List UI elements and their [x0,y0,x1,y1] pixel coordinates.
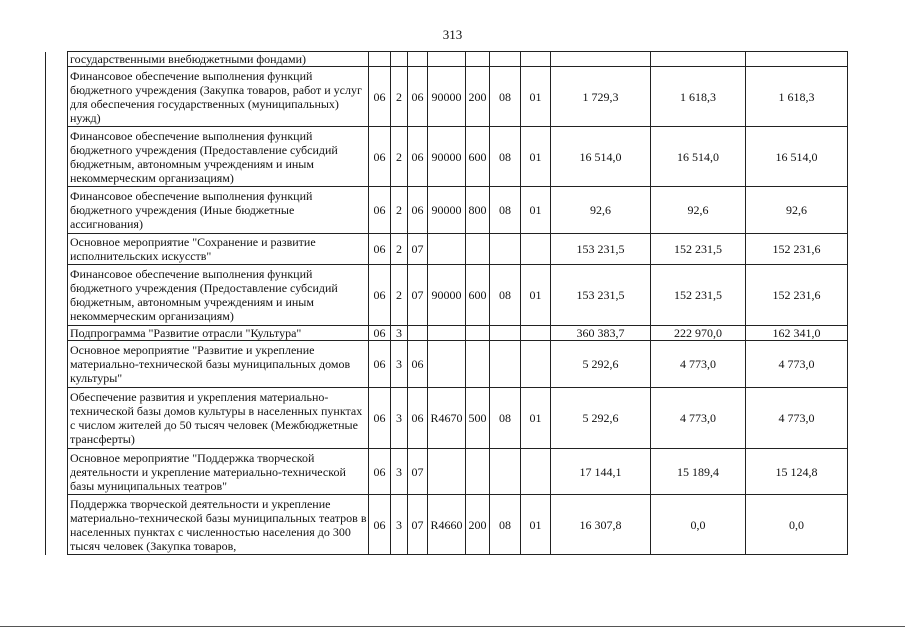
code-napravlenie: 90000 [428,187,466,234]
row-description: Обеспечение развития и укрепления материально-технической базы домов культуры в населенных пунктах с числом жителей до 50 тысяч человек (Межбюджетные трансферты) [68,388,369,449]
code-podrazdel-2 [521,449,551,495]
code-razdel: 06 [369,449,391,495]
amount-year-1: 5 292,6 [551,341,651,388]
code-razdel: 06 [369,187,391,234]
row-marker-cell [46,127,68,187]
code-podrazdel-2 [521,326,551,341]
amount-year-2: 1 618,3 [651,67,746,127]
code-programma: 06 [408,67,428,127]
code-razdel-2 [490,449,521,495]
code-vid-rashodov: 600 [466,265,490,326]
table-row [46,388,848,449]
code-napravlenie [428,52,466,67]
row-marker-cell [46,495,68,555]
amount-year-1 [551,52,651,67]
code-podrazdel: 3 [391,388,408,449]
code-vid-rashodov: 800 [466,187,490,234]
code-vid-rashodov: 600 [466,127,490,187]
code-podrazdel-2 [521,341,551,388]
page-number: 313 [442,27,463,42]
amount-year-1: 17 144,1 [551,449,651,495]
code-razdel-2 [490,234,521,265]
amount-year-3: 152 231,6 [746,265,848,326]
table-row [46,234,848,265]
code-podrazdel-2: 01 [521,388,551,449]
code-podrazdel: 3 [391,495,408,555]
code-programma: 06 [408,388,428,449]
row-description: Подпрограмма "Развитие отрасли "Культура" [68,326,369,341]
code-razdel: 06 [369,341,391,388]
amount-year-2: 152 231,5 [651,265,746,326]
table-row [46,265,848,326]
amount-year-3: 92,6 [746,187,848,234]
table-row [46,326,848,341]
code-napravlenie [428,341,466,388]
code-programma: 06 [408,187,428,234]
code-programma: 06 [408,341,428,388]
row-description: Финансовое обеспечение выполнения функций бюджетного учреждения (Закупка товаров, работ и услуг для обеспечения государственных (муниципальных) нужд) [68,67,369,127]
amount-year-2: 16 514,0 [651,127,746,187]
code-podrazdel: 3 [391,449,408,495]
amount-year-2 [651,52,746,67]
code-razdel: 06 [369,388,391,449]
code-napravlenie [428,234,466,265]
row-description: Основное мероприятие "Развитие и укрепление материально-технической базы муниципальных домов культуры" [68,341,369,388]
page-edge-line [0,626,905,627]
code-podrazdel: 3 [391,326,408,341]
code-razdel-2: 08 [490,67,521,127]
code-vid-rashodov [466,234,490,265]
code-podrazdel-2 [521,234,551,265]
amount-year-2: 152 231,5 [651,234,746,265]
code-napravlenie: 90000 [428,67,466,127]
amount-year-2: 0,0 [651,495,746,555]
row-marker-cell [46,52,68,67]
amount-year-1: 16 514,0 [551,127,651,187]
amount-year-2: 92,6 [651,187,746,234]
code-razdel-2: 08 [490,127,521,187]
code-programma: 07 [408,234,428,265]
code-napravlenie: 90000 [428,127,466,187]
table-row [46,187,848,234]
code-vid-rashodov [466,52,490,67]
code-napravlenie: 90000 [428,265,466,326]
code-razdel: 06 [369,265,391,326]
code-podrazdel: 2 [391,127,408,187]
code-vid-rashodov: 200 [466,67,490,127]
code-podrazdel: 2 [391,67,408,127]
code-vid-rashodov [466,326,490,341]
code-napravlenie [428,449,466,495]
code-razdel: 06 [369,326,391,341]
code-razdel: 06 [369,127,391,187]
amount-year-2: 222 970,0 [651,326,746,341]
row-description: Основное мероприятие "Поддержка творческой деятельности и укрепление материально-технической базы муниципальных театров" [68,449,369,495]
amount-year-1: 92,6 [551,187,651,234]
amount-year-1: 360 383,7 [551,326,651,341]
row-description: государственными внебюджетными фондами) [68,52,369,67]
code-razdel-2 [490,52,521,67]
code-podrazdel-2: 01 [521,127,551,187]
row-description: Финансовое обеспечение выполнения функций бюджетного учреждения (Иные бюджетные ассигнования) [68,187,369,234]
amount-year-3: 16 514,0 [746,127,848,187]
row-marker-cell [46,388,68,449]
amount-year-3: 162 341,0 [746,326,848,341]
amount-year-1: 5 292,6 [551,388,651,449]
amount-year-3: 4 773,0 [746,341,848,388]
table-row [46,127,848,187]
amount-year-2: 4 773,0 [651,341,746,388]
code-podrazdel: 2 [391,234,408,265]
code-razdel: 06 [369,67,391,127]
code-programma: 07 [408,495,428,555]
row-marker-cell [46,67,68,127]
code-razdel: 06 [369,495,391,555]
amount-year-1: 153 231,5 [551,234,651,265]
table-body [46,52,848,555]
code-podrazdel-2: 01 [521,67,551,127]
code-podrazdel [391,52,408,67]
table-row [46,341,848,388]
code-podrazdel: 2 [391,187,408,234]
code-razdel: 06 [369,234,391,265]
amount-year-1: 153 231,5 [551,265,651,326]
amount-year-3 [746,52,848,67]
amount-year-3: 1 618,3 [746,67,848,127]
code-razdel-2: 08 [490,495,521,555]
table-row [46,449,848,495]
amount-year-3: 152 231,6 [746,234,848,265]
table-row [46,52,848,67]
table-row [46,67,848,127]
code-napravlenie: R4660 [428,495,466,555]
code-vid-rashodov [466,341,490,388]
code-napravlenie [428,326,466,341]
row-marker-cell [46,326,68,341]
code-programma: 07 [408,265,428,326]
code-razdel-2: 08 [490,187,521,234]
amount-year-1: 16 307,8 [551,495,651,555]
row-marker-cell [46,265,68,326]
table-row [46,495,848,555]
row-description: Финансовое обеспечение выполнения функций бюджетного учреждения (Предоставление субсидий бюджетным, автономным учреждениям и иным некоммерческим организациям) [68,265,369,326]
code-podrazdel: 3 [391,341,408,388]
code-razdel-2: 08 [490,265,521,326]
code-programma: 06 [408,127,428,187]
row-description: Финансовое обеспечение выполнения функций бюджетного учреждения (Предоставление субсидий бюджетным, автономным учреждениям и иным некоммерческим организациям) [68,127,369,187]
row-marker-cell [46,234,68,265]
amount-year-2: 15 189,4 [651,449,746,495]
code-razdel-2 [490,341,521,388]
row-marker-cell [46,187,68,234]
code-programma [408,326,428,341]
code-podrazdel-2 [521,52,551,67]
code-vid-rashodov: 200 [466,495,490,555]
code-vid-rashodov [466,449,490,495]
row-description: Поддержка творческой деятельности и укрепление материально-технической базы муниципальных театров в населенных пунктах с численностью населения до 300 тысяч человек (Закупка товаров, [68,495,369,555]
code-podrazdel-2: 01 [521,495,551,555]
row-marker-cell [46,341,68,388]
amount-year-3: 15 124,8 [746,449,848,495]
code-podrazdel-2: 01 [521,187,551,234]
budget-table [45,51,848,555]
row-description: Основное мероприятие "Сохранение и развитие исполнительских искусств" [68,234,369,265]
code-razdel-2: 08 [490,388,521,449]
code-programma [408,52,428,67]
code-podrazdel: 2 [391,265,408,326]
amount-year-3: 4 773,0 [746,388,848,449]
amount-year-1: 1 729,3 [551,67,651,127]
code-razdel [369,52,391,67]
code-razdel-2 [490,326,521,341]
code-napravlenie: R4670 [428,388,466,449]
code-programma: 07 [408,449,428,495]
amount-year-3: 0,0 [746,495,848,555]
code-podrazdel-2: 01 [521,265,551,326]
amount-year-2: 4 773,0 [651,388,746,449]
row-marker-cell [46,449,68,495]
code-vid-rashodov: 500 [466,388,490,449]
